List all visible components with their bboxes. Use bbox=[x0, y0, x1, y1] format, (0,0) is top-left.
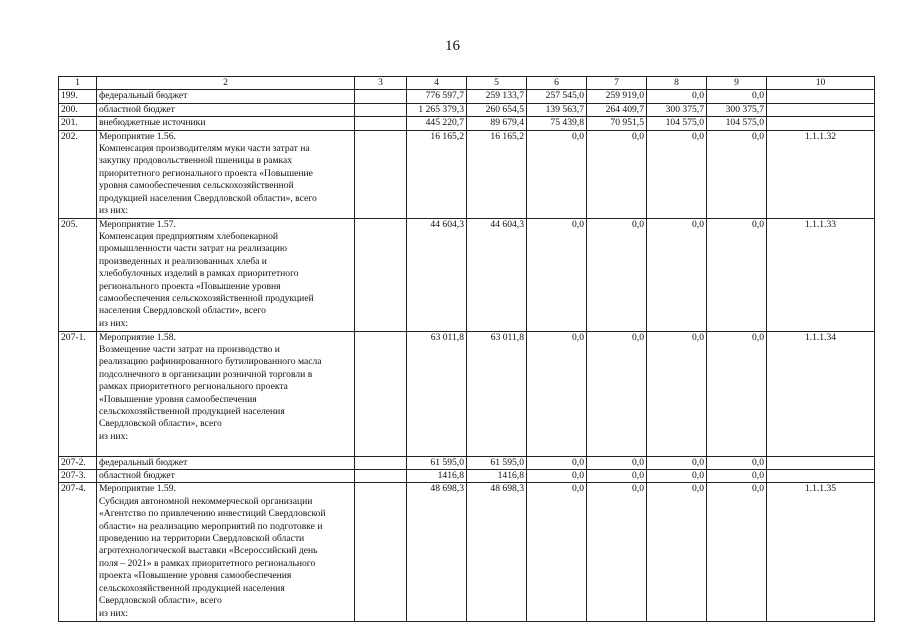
cell-row-number: 207-2. bbox=[59, 456, 97, 469]
cell-col-9: 0,0 bbox=[707, 456, 767, 469]
cell-col-4: 445 220,7 bbox=[407, 117, 467, 130]
cell-col-6: 139 563,7 bbox=[527, 103, 587, 116]
cell-col-10 bbox=[767, 117, 875, 130]
cell-description: Мероприятие 1.59. Субсидия автономной некоммерческой организации «Агентство по привлечению инвестиций Свердловской области» на реализацию мероприятий по подготовке и проведению на территории Свердловской области агротехнологической выставки «Всероссийский день поля – 2021» в рамках приоритетного регионального проекта «Повышение уровня самообеспечения сельскохозяйственной продукцией населения Свердловской области», всего из них: bbox=[97, 483, 355, 622]
cell-col-5: 89 679,4 bbox=[467, 117, 527, 130]
cell-col-4: 48 698,3 bbox=[407, 483, 467, 622]
cell-col-8: 0,0 bbox=[647, 331, 707, 456]
cell-col-9: 0,0 bbox=[707, 218, 767, 331]
cell-col-5: 1416,8 bbox=[467, 470, 527, 483]
cell-col-8: 0,0 bbox=[647, 90, 707, 103]
cell-col-6: 0,0 bbox=[527, 218, 587, 331]
cell-col-3 bbox=[355, 218, 407, 331]
cell-col-10: 1.1.1.35 bbox=[767, 483, 875, 622]
cell-row-number: 201. bbox=[59, 117, 97, 130]
cell-col-3 bbox=[355, 470, 407, 483]
cell-col-4: 1416,8 bbox=[407, 470, 467, 483]
cell-col-10: 1.1.1.34 bbox=[767, 331, 875, 456]
cell-description: внебюджетные источники bbox=[97, 117, 355, 130]
cell-description: областной бюджет bbox=[97, 470, 355, 483]
cell-col-10 bbox=[767, 470, 875, 483]
cell-col-5: 259 133,7 bbox=[467, 90, 527, 103]
cell-description: федеральный бюджет bbox=[97, 90, 355, 103]
table-row bbox=[59, 331, 875, 456]
cell-col-8: 300 375,7 bbox=[647, 103, 707, 116]
cell-col-9: 0,0 bbox=[707, 470, 767, 483]
cell-description: областной бюджет bbox=[97, 103, 355, 116]
cell-col-8: 0,0 bbox=[647, 130, 707, 218]
cell-description: Мероприятие 1.57. Компенсация предприятиям хлебопекарной промышленности части затрат на реализацию произведенных и реализованных хлеба и хлебобулочных изделий в рамках приоритетного регионального проекта «Повышение уровня самообеспечения сельскохозяйственной продукцией населения Свердловской области», всего из них: bbox=[97, 218, 355, 331]
cell-col-7: 0,0 bbox=[587, 483, 647, 622]
cell-col-9: 104 575,0 bbox=[707, 117, 767, 130]
cell-col-4: 776 597,7 bbox=[407, 90, 467, 103]
cell-col-9: 0,0 bbox=[707, 130, 767, 218]
cell-col-5: 48 698,3 bbox=[467, 483, 527, 622]
table-row bbox=[59, 90, 875, 103]
cell-col-3 bbox=[355, 483, 407, 622]
cell-col-9: 0,0 bbox=[707, 483, 767, 622]
cell-col-4: 63 011,8 bbox=[407, 331, 467, 456]
cell-col-8: 0,0 bbox=[647, 470, 707, 483]
cell-col-6: 257 545,0 bbox=[527, 90, 587, 103]
table-row bbox=[59, 218, 875, 331]
cell-col-5: 44 604,3 bbox=[467, 218, 527, 331]
cell-col-6: 0,0 bbox=[527, 130, 587, 218]
table-header-row bbox=[59, 77, 875, 90]
cell-col-6: 75 439,8 bbox=[527, 117, 587, 130]
cell-row-number: 207-4. bbox=[59, 483, 97, 622]
cell-col-5: 61 595,0 bbox=[467, 456, 527, 469]
table-row bbox=[59, 103, 875, 116]
cell-col-9: 300 375,7 bbox=[707, 103, 767, 116]
cell-col-5: 260 654,5 bbox=[467, 103, 527, 116]
header-cell-4: 4 bbox=[407, 77, 467, 90]
table-row bbox=[59, 456, 875, 469]
table-row bbox=[59, 130, 875, 218]
cell-col-9: 0,0 bbox=[707, 331, 767, 456]
table-row bbox=[59, 117, 875, 130]
cell-col-7: 0,0 bbox=[587, 456, 647, 469]
cell-row-number: 207-1. bbox=[59, 331, 97, 456]
header-cell-7: 7 bbox=[587, 77, 647, 90]
cell-col-10 bbox=[767, 90, 875, 103]
table-row bbox=[59, 470, 875, 483]
page-number: 16 bbox=[445, 38, 460, 54]
cell-col-6: 0,0 bbox=[527, 331, 587, 456]
cell-row-number: 205. bbox=[59, 218, 97, 331]
cell-col-4: 1 265 379,3 bbox=[407, 103, 467, 116]
budget-table bbox=[58, 76, 875, 622]
cell-col-7: 0,0 bbox=[587, 331, 647, 456]
cell-col-5: 63 011,8 bbox=[467, 331, 527, 456]
cell-col-7: 264 409,7 bbox=[587, 103, 647, 116]
header-cell-10: 10 bbox=[767, 77, 875, 90]
cell-col-10 bbox=[767, 456, 875, 469]
cell-description: Мероприятие 1.56. Компенсация производителям муки части затрат на закупку продовольственной пшеницы в рамках приоритетного регионального проекта «Повышение уровня самообеспечения сельскохозяйственной продукцией населения Свердловской области», всего из них: bbox=[97, 130, 355, 218]
header-cell-5: 5 bbox=[467, 77, 527, 90]
cell-col-7: 70 951,5 bbox=[587, 117, 647, 130]
cell-col-7: 0,0 bbox=[587, 470, 647, 483]
cell-col-8: 0,0 bbox=[647, 483, 707, 622]
cell-col-9: 0,0 bbox=[707, 90, 767, 103]
header-cell-2: 2 bbox=[97, 77, 355, 90]
cell-col-6: 0,0 bbox=[527, 483, 587, 622]
cell-col-8: 104 575,0 bbox=[647, 117, 707, 130]
header-cell-8: 8 bbox=[647, 77, 707, 90]
cell-col-7: 259 919,0 bbox=[587, 90, 647, 103]
header-cell-9: 9 bbox=[707, 77, 767, 90]
header-cell-3: 3 bbox=[355, 77, 407, 90]
cell-row-number: 202. bbox=[59, 130, 97, 218]
cell-col-3 bbox=[355, 90, 407, 103]
cell-col-3 bbox=[355, 331, 407, 456]
cell-col-3 bbox=[355, 117, 407, 130]
cell-row-number: 200. bbox=[59, 103, 97, 116]
cell-col-10 bbox=[767, 103, 875, 116]
header-cell-6: 6 bbox=[527, 77, 587, 90]
cell-col-8: 0,0 bbox=[647, 218, 707, 331]
cell-description: Мероприятие 1.58. Возмещение части затрат на производство и реализацию рафинированного бутилированного масла подсолнечного в организации розничной торговли в рамках приоритетного регионального проекта «Повышение уровня самообеспечения сельскохозяйственной продукцией населения Свердловской области», всего из них: bbox=[97, 331, 355, 456]
cell-col-10: 1.1.1.32 bbox=[767, 130, 875, 218]
cell-description: федеральный бюджет bbox=[97, 456, 355, 469]
cell-col-8: 0,0 bbox=[647, 456, 707, 469]
cell-row-number: 199. bbox=[59, 90, 97, 103]
cell-col-5: 16 165,2 bbox=[467, 130, 527, 218]
cell-col-4: 44 604,3 bbox=[407, 218, 467, 331]
cell-row-number: 207-3. bbox=[59, 470, 97, 483]
cell-col-3 bbox=[355, 130, 407, 218]
cell-col-4: 16 165,2 bbox=[407, 130, 467, 218]
cell-col-4: 61 595,0 bbox=[407, 456, 467, 469]
cell-col-3 bbox=[355, 103, 407, 116]
header-cell-1: 1 bbox=[59, 77, 97, 90]
cell-col-7: 0,0 bbox=[587, 218, 647, 331]
cell-col-3 bbox=[355, 456, 407, 469]
cell-col-10: 1.1.1.33 bbox=[767, 218, 875, 331]
cell-col-6: 0,0 bbox=[527, 470, 587, 483]
table-row bbox=[59, 483, 875, 622]
cell-col-6: 0,0 bbox=[527, 456, 587, 469]
cell-col-7: 0,0 bbox=[587, 130, 647, 218]
